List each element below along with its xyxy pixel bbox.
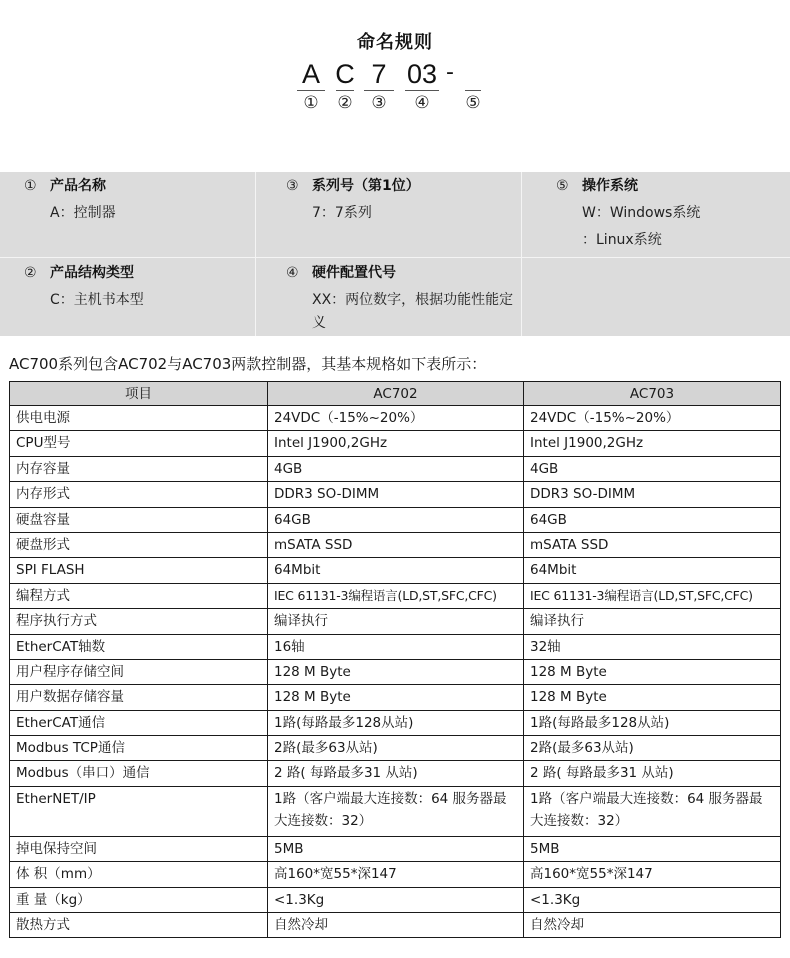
table-row (10, 431, 781, 456)
cell-ac702: 2 路( 每路最多31 从站) (268, 761, 524, 786)
cell-ac703: IEC 61131-3编程语言(LD,ST,SFC,CFC) (524, 583, 781, 608)
cell-ac703: 128 M Byte (524, 685, 781, 710)
naming-rule-title: 命名规则 (357, 32, 433, 53)
code-segment-structure (334, 58, 356, 114)
legend-divider (255, 172, 256, 336)
legend-line: ：Linux系统 (582, 232, 662, 248)
cell-ac703: 128 M Byte (524, 659, 781, 684)
row-label: 程序执行方式 (10, 609, 268, 634)
legend-title: 硬件配置代号 (312, 265, 396, 281)
segment-index: ⑤ (465, 93, 481, 113)
cell-ac703: 64Mbit (524, 558, 781, 583)
legend-item-product-name (24, 174, 116, 225)
row-label: 掉电保持空间 (10, 836, 268, 861)
cell-ac703: 32轴 (524, 634, 781, 659)
table-row (10, 583, 781, 608)
legend-title: 系列号（第1位） (312, 178, 420, 194)
cell-ac703: <1.3Kg (524, 887, 781, 912)
row-label: 散热方式 (10, 913, 268, 938)
cell-ac703: 2 路( 每路最多31 从站) (524, 761, 781, 786)
cell-ac702: 128 M Byte (268, 685, 524, 710)
row-label: EtherCAT轴数 (10, 634, 268, 659)
segment-underline (336, 90, 354, 91)
spec-table (9, 381, 781, 938)
segment-char: A (301, 59, 320, 89)
row-label: SPI FLASH (10, 558, 268, 583)
cell-ac703: 4GB (524, 456, 781, 481)
cell-ac702: IEC 61131-3编程语言(LD,ST,SFC,CFC) (268, 583, 524, 608)
row-label: 硬盘形式 (10, 532, 268, 557)
cell-ac703: 高160*宽55*深147 (524, 862, 781, 887)
cell-ac702: 5MB (268, 836, 524, 861)
row-label: 硬盘容量 (10, 507, 268, 532)
cell-ac703: 1路(每路最多128从站) (524, 710, 781, 735)
table-row (10, 609, 781, 634)
table-row (10, 710, 781, 735)
segment-index: ② (337, 93, 353, 113)
row-label: 内存容量 (10, 456, 268, 481)
segment-index: ① (303, 93, 319, 113)
cell-ac702: <1.3Kg (268, 887, 524, 912)
naming-code (0, 58, 790, 118)
cell-ac702: 128 M Byte (268, 659, 524, 684)
naming-legend (0, 172, 790, 336)
row-label: 体 积（mm） (10, 862, 268, 887)
table-row (10, 761, 781, 786)
cell-ac702: 2路(最多63从站) (268, 736, 524, 761)
table-row (10, 558, 781, 583)
legend-item-hardware (286, 261, 516, 335)
segment-underline (405, 90, 439, 91)
segment-char (464, 58, 482, 90)
legend-title: 操作系统 (582, 178, 638, 194)
table-row (10, 913, 781, 938)
cell-ac702: 高160*宽55*深147 (268, 862, 524, 887)
legend-index: ① (24, 178, 37, 194)
legend-index: ③ (286, 178, 299, 194)
segment-char: 7 (371, 59, 387, 89)
legend-title: 产品结构类型 (50, 265, 134, 281)
code-segment-product (297, 58, 325, 114)
cell-ac703: 2路(最多63从站) (524, 736, 781, 761)
cell-ac702: 自然冷却 (268, 913, 524, 938)
table-row (10, 685, 781, 710)
column-header-ac703: AC703 (524, 382, 781, 406)
cell-ac702: 1路（客户端最大连接数：64 服务器最大连接数：32） (268, 786, 524, 836)
intro-text: AC700系列包含AC702与AC703两款控制器，其基本规格如下表所示： (9, 355, 487, 373)
row-label: 供电电源 (10, 406, 268, 431)
cell-ac702: 16轴 (268, 634, 524, 659)
legend-item-structure (24, 261, 144, 312)
segment-underline (364, 90, 394, 91)
table-row (10, 659, 781, 684)
cell-ac702: Intel J1900,2GHz (268, 431, 524, 456)
table-row (10, 836, 781, 861)
table-row (10, 736, 781, 761)
row-label: 编程方式 (10, 583, 268, 608)
table-row (10, 532, 781, 557)
cell-ac702: 24VDC（-15%~20%） (268, 406, 524, 431)
segment-underline (297, 90, 325, 91)
segment-index: ④ (414, 93, 430, 113)
segment-underline (465, 90, 481, 91)
cell-ac702: 4GB (268, 456, 524, 481)
legend-line: W：Windows系统 (582, 205, 701, 221)
legend-item-os (556, 174, 700, 252)
table-row (10, 634, 781, 659)
legend-item-series (286, 174, 420, 225)
cell-ac703: 自然冷却 (524, 913, 781, 938)
cell-ac703: DDR3 SO-DIMM (524, 482, 781, 507)
legend-divider (0, 257, 790, 258)
column-header-ac702: AC702 (268, 382, 524, 406)
row-label: Modbus TCP通信 (10, 736, 268, 761)
row-label: Modbus（串口）通信 (10, 761, 268, 786)
legend-line: C：主机书本型 (50, 292, 144, 308)
cell-ac702: 编译执行 (268, 609, 524, 634)
row-label: 用户程序存储空间 (10, 659, 268, 684)
cell-ac703: 编译执行 (524, 609, 781, 634)
column-header-item: 项目 (10, 382, 268, 406)
table-row (10, 482, 781, 507)
row-label: 用户数据存储容量 (10, 685, 268, 710)
legend-index: ④ (286, 265, 299, 281)
cell-ac702: 64GB (268, 507, 524, 532)
code-segment-hardware (405, 58, 439, 114)
cell-ac703: 24VDC（-15%~20%） (524, 406, 781, 431)
table-header-row (10, 382, 781, 406)
cell-ac702: DDR3 SO-DIMM (268, 482, 524, 507)
table-row (10, 456, 781, 481)
cell-ac702: 1路(每路最多128从站) (268, 710, 524, 735)
table-row (10, 862, 781, 887)
code-segment-series (364, 58, 394, 114)
code-segment-os (464, 58, 482, 114)
table-row (10, 406, 781, 431)
legend-divider (521, 172, 522, 336)
cell-ac702: mSATA SSD (268, 532, 524, 557)
row-label: 内存形式 (10, 482, 268, 507)
cell-ac703: 64GB (524, 507, 781, 532)
cell-ac702: 64Mbit (268, 558, 524, 583)
row-label: EtherCAT通信 (10, 710, 268, 735)
cell-ac703: 1路（客户端最大连接数：64 服务器最大连接数：32） (524, 786, 781, 836)
legend-line: 7：7系列 (312, 205, 372, 221)
segment-char: C (335, 59, 355, 89)
code-separator: - (446, 60, 454, 85)
row-label: CPU型号 (10, 431, 268, 456)
legend-line: XX：两位数字，根据功能性能定义 (312, 292, 514, 331)
legend-line: A：控制器 (50, 205, 116, 221)
legend-index: ② (24, 265, 37, 281)
legend-index: ⑤ (556, 178, 569, 194)
table-row (10, 786, 781, 836)
cell-ac703: mSATA SSD (524, 532, 781, 557)
segment-index: ③ (371, 93, 387, 113)
segment-char: 03 (406, 59, 438, 89)
cell-ac703: Intel J1900,2GHz (524, 431, 781, 456)
cell-ac703: 5MB (524, 836, 781, 861)
row-label: 重 量（kg） (10, 887, 268, 912)
row-label: EtherNET/IP (10, 786, 268, 836)
legend-title: 产品名称 (50, 178, 106, 194)
table-row (10, 887, 781, 912)
table-row (10, 507, 781, 532)
